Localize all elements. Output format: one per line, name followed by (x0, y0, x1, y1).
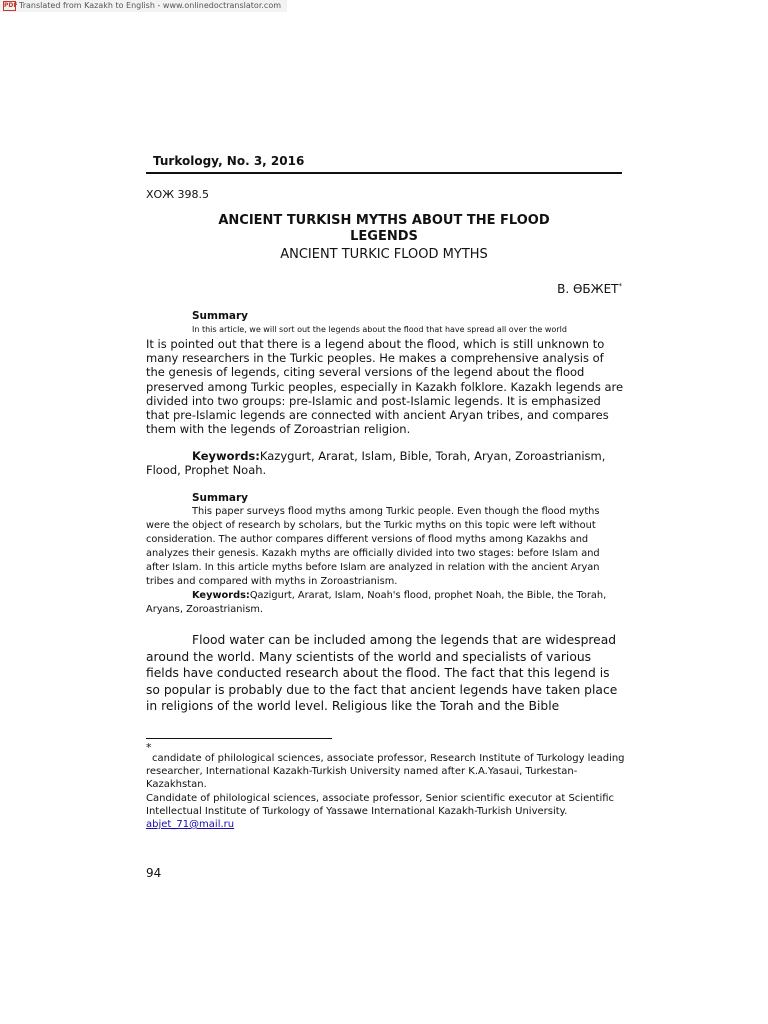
summary-2-text: This paper surveys flood myths among Turkic people. Even though the flood myths were the object of research by scholars, but the Turkic myths on this topic were left without consideration. The author compares different versions of flood myths among Kazakhs and analyzes their genesis. Kazakh myths are officially divided into two stages: before Islam and after Islam. In this article myths before Islam are analyzed in relation with the ancient Aryan tribes and compared with myths in Zoroastrianism. (146, 506, 600, 587)
footnote-mark: * (146, 741, 152, 754)
article-title (146, 213, 622, 245)
footnote-email-link[interactable]: abjet_71@mail.ru (146, 819, 235, 831)
author (146, 282, 622, 296)
translator-banner[interactable] (0, 0, 287, 12)
footnote-rule (146, 738, 332, 739)
summary-heading-1: Summary (192, 310, 249, 322)
footnote-line-1-text: candidate of philological sciences, associate professor, Research Institute of Turkology leading researcher, International Kazakh-Turkish University named after K.A.Yasaui, Turkestan-Kazakhstan. (146, 753, 625, 791)
summary-1-text: It is pointed out that there is a legend about the flood, which is still unknown to many researchers in the Turkic peoples. He makes a comprehensive analysis of the genesis of legends, citing several versions of the legend about the flood preserved among Turkic peoples, especially in Kazakh folklore. Kazakh legends are divided into two groups: pre-Islamic and post-Islamic legends. It is emphasized that pre-Islamic legends are connected with ancient Aryan tribes, and compares them with the legends of Zoroastrian religion. (146, 337, 624, 437)
title-line-2: LEGENDS (350, 229, 418, 244)
page-number: 94 (146, 866, 162, 880)
footnote-line-1 (146, 752, 626, 792)
body-paragraph: Flood water can be included among the legends that are widespread around the world. Many scientists of the world and specialists of various fields have conducted research about the flood. The fact that this legend is so popular is probably due to the fact that ancient legends have taken place in religions of the world level. Religious like the Torah and the Bible (146, 633, 618, 714)
journal-header: Turkology, No. 3, 2016 (153, 154, 305, 168)
footnote-line-2: Candidate of philological sciences, associate professor, Senior scientific executor at Scientific Intellectual Institute of Turkology of Yassawe International Kazakh-Turkish University. (146, 792, 615, 817)
keywords-1-label: Keywords: (192, 449, 260, 463)
keywords-2 (146, 589, 624, 617)
pdf-icon: PDF (4, 1, 18, 9)
udc-code: ХОЖ 398.5 (146, 188, 210, 201)
banner-text[interactable]: Translated from Kazakh to English - www.onlinedoctranslator.com (19, 1, 282, 10)
footnote (146, 752, 626, 831)
keywords-1-text: Kazygurt, Ararat, Islam, Bible, Torah, Aryan, Zoroastrianism, Flood, Prophet Noah. (146, 449, 606, 478)
title-line-1: ANCIENT TURKISH MYTHS ABOUT THE FLOOD (218, 213, 550, 228)
summary-1-first-line: In this article, we will sort out the legends about the flood that have spread all over the world (192, 325, 567, 334)
summary-heading-2: Summary (192, 492, 249, 504)
author-footnote-mark: * (618, 282, 622, 290)
header-rule (146, 172, 622, 174)
keywords-2-text: Qazigurt, Ararat, Islam, Noah's flood, prophet Noah, the Bible, the Torah, Aryans, Zoroastrianism. (146, 590, 607, 615)
article-title-english: ANCIENT TURKIC FLOOD MYTHS (280, 247, 488, 262)
keywords-1 (146, 449, 624, 477)
keywords-2-label: Keywords: (192, 590, 250, 601)
author-name: B. ӨБЖЕТ (557, 282, 619, 296)
